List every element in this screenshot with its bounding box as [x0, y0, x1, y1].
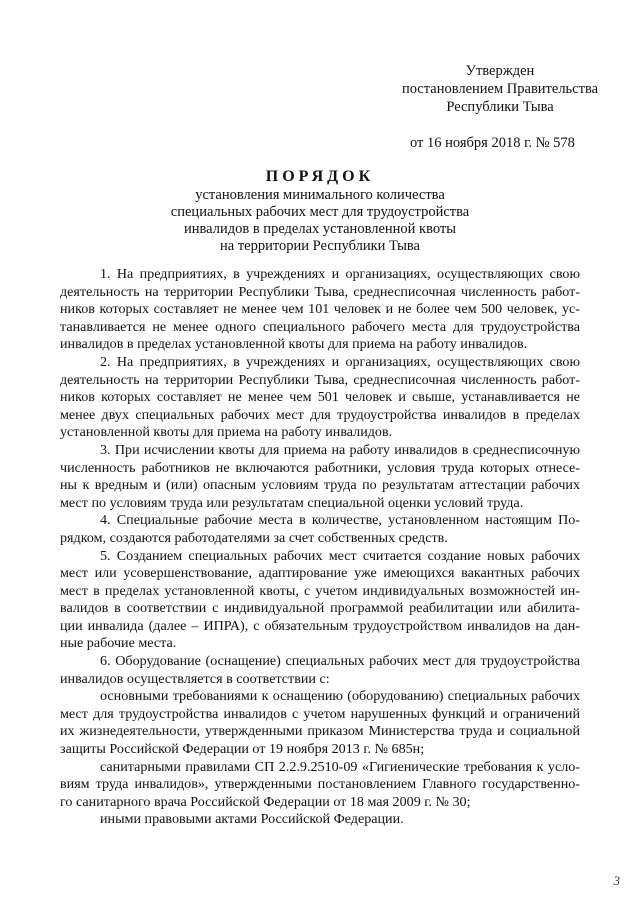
approval-line-3: Республики Тыва [446, 99, 554, 115]
body-line: рядком, создаются работодателями за счет собственных средств. [60, 529, 448, 546]
body-line: санитарными правилами СП 2.2.9.2510-09 «Гигиенические требования к усло- [100, 758, 580, 775]
body-line: ны к вредным и (или) опасным условиям труда по результатам аттестации рабочих [60, 477, 580, 494]
subtitle-line: установления минимального количества [195, 187, 445, 203]
body-line: деятельность на территории Республики Тыва, среднесписочная численность работ- [60, 283, 580, 300]
subtitle-line: на территории Республики Тыва [220, 238, 420, 254]
body-line: защиты Российской Федерации от 19 ноября 2013 г. № 685н; [60, 741, 425, 758]
subtitle-line: специальных рабочих мест для трудоустройства [170, 204, 470, 220]
body-line: инвалидов в пределах установленной квоты для приема на работу инвалидов. [60, 336, 528, 353]
body-line: 2. На предприятиях, в учреждениях и организациях, осуществляющих свою [100, 353, 580, 370]
approval-date: от 16 ноября 2018 г. № 578 [410, 135, 575, 151]
body-line: ции инвалида (далее – ИПРА), с обязательным трудоустройством инвалидов на дан- [60, 617, 580, 634]
body-line: ников которых составляет не менее чем 501 человек и свыше, устанавливается не [60, 389, 580, 406]
body-line: ные рабочие места. [60, 635, 177, 652]
body-line: численность работников не включаются работники, условия труда которых отнесе- [60, 459, 580, 476]
body-line: го санитарного врача Российской Федерации от 18 мая 2009 г. № 30; [60, 793, 471, 810]
body-line: 5. Созданием специальных рабочих мест считается создание новых рабочих [100, 547, 580, 564]
body-line: валидов в соответствии с индивидуальной программой реабилитации или абилита- [60, 600, 580, 617]
approval-line-2: постановлением Правительства [401, 81, 599, 97]
body-line: ников которых составляет не менее чем 101 человек и не более чем 500 человек, ус- [60, 301, 580, 318]
document-body [60, 266, 580, 829]
approval-block [380, 62, 620, 151]
body-line: 6. Оборудование (оснащение) специальных рабочих мест для трудоустройства [100, 653, 580, 670]
body-line: основными требованиями к оснащению (оборудованию) специальных рабочих [100, 688, 580, 705]
body-line: мест по условиям труда или результатам специальной оценки условий труда. [60, 494, 524, 511]
body-line: их жизнедеятельности, утвержденными приказом Министерства труда и социальной [60, 723, 580, 740]
body-line: танавливается не менее одного специального рабочего места для трудоустройства [60, 318, 580, 335]
body-line: инвалидов осуществляется в соответствии с: [60, 670, 330, 687]
body-line: 1. На предприятиях, в учреждениях и организациях, осуществляющих свою [100, 266, 580, 282]
body-line: мест в пределах установленной квоты, с учетом индивидуальных возможностей ин- [60, 582, 580, 599]
body-line: иными правовыми актами Российской Федерации. [100, 811, 404, 828]
body-line: мест или усовершенствование, адаптирование уже имеющихся вакантных рабочих [60, 565, 580, 582]
body-line: виям труда инвалидов», утвержденными постановлением Главного государственно- [60, 776, 580, 793]
body-line: менее двух специальных рабочих мест для трудоустройства инвалидов в пределах [60, 406, 580, 423]
body-line: 3. При исчислении квоты для приема на работу инвалидов в среднесписочную [100, 441, 580, 458]
body-line: мест для трудоустройства инвалидов с учетом нарушенных функций и ограничений [60, 705, 580, 722]
body-line: деятельность на территории Республики Тыва, среднесписочная численность работ- [60, 371, 580, 388]
body-line: установленной квоты для приема на работу инвалидов. [60, 424, 393, 441]
page-number: 3 [613, 873, 620, 888]
document-title: ПОРЯДОК [265, 168, 375, 185]
body-line: 4. Специальные рабочие места в количестве, установленном настоящим По- [100, 512, 580, 529]
approval-line-1: Утвержден [465, 63, 535, 79]
title-block [60, 167, 580, 255]
subtitle-line: инвалидов в пределах установленной квоты [184, 221, 456, 237]
